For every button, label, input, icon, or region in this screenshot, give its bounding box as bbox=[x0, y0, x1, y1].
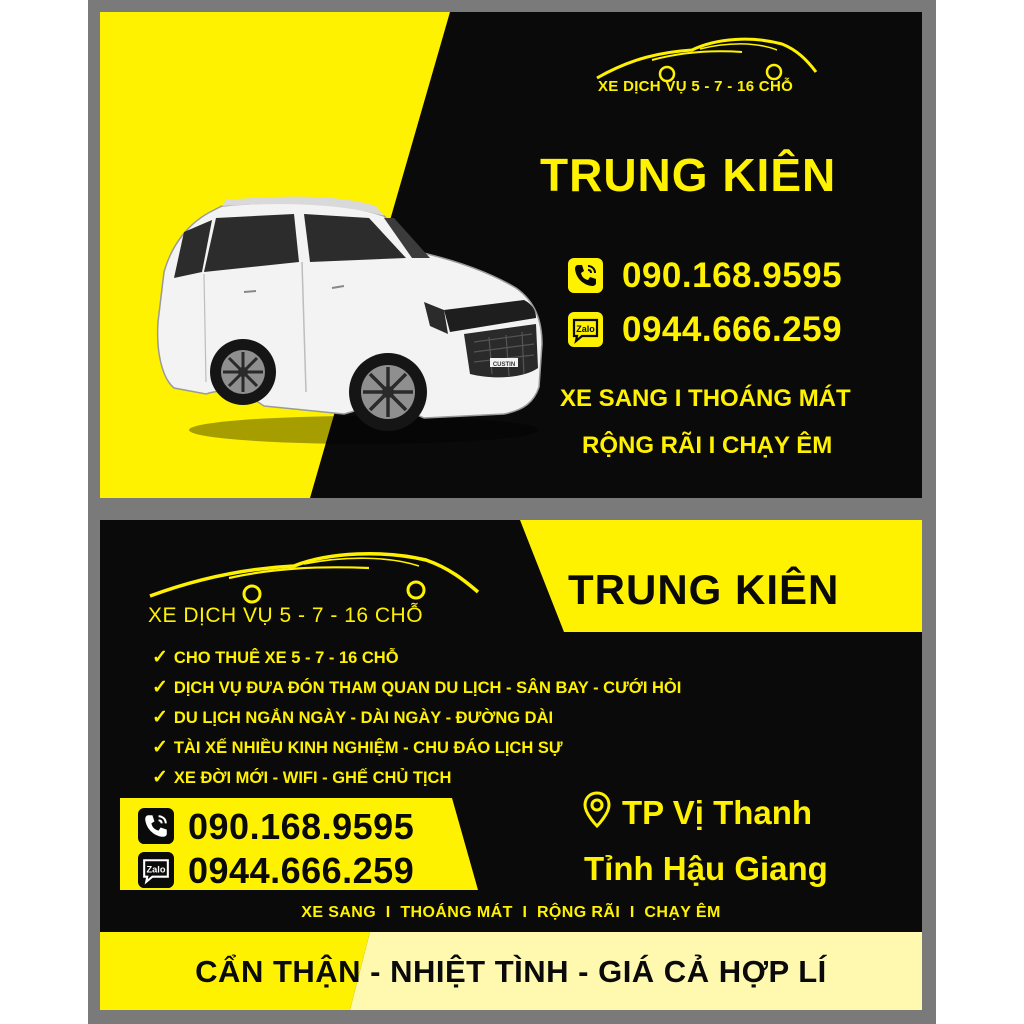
feature-item: ✓ XE ĐỜI MỚI - WIFI - GHẾ CHỦ TỊCH bbox=[152, 767, 452, 788]
slogan-strip: XE SANG I THOÁNG MÁT I RỘNG RÃI I CHẠY ÊM bbox=[301, 904, 721, 921]
check-icon: ✓ bbox=[152, 647, 168, 668]
zalo-label: Zalo bbox=[576, 324, 595, 334]
phone-number-1[interactable]: 090.168.9595 bbox=[188, 806, 415, 847]
location-pin-icon bbox=[582, 790, 612, 830]
check-icon: ✓ bbox=[152, 677, 168, 698]
bottom-tagline: CẨN THẬN - NHIỆT TÌNH - GIÁ CẢ HỢP LÍ bbox=[195, 954, 827, 989]
feature-item: ✓ TÀI XẾ NHIỀU KINH NGHIỆM - CHU ĐÁO LỊCH SỰ bbox=[152, 737, 563, 758]
slogan-line-1: XE SANG I THOÁNG MÁT bbox=[560, 385, 851, 412]
slogan-line-2: RỘNG RÃI I CHẠY ÊM bbox=[582, 432, 833, 459]
check-icon: ✓ bbox=[152, 737, 168, 758]
car-silhouette-logo bbox=[592, 30, 822, 85]
zalo-label: Zalo bbox=[146, 864, 166, 875]
feature-item: ✓ DU LỊCH NGẮN NGÀY - DÀI NGÀY - ĐƯỜNG DÀI bbox=[152, 707, 554, 728]
owner-name: TRUNG KIÊN bbox=[540, 149, 837, 201]
feature-item: ✓ DỊCH VỤ ĐƯA ĐÓN THAM QUAN DU LỊCH - SÂN BAY - CƯỚI HỎI bbox=[152, 677, 682, 698]
feature-item: ✓ CHO THUÊ XE 5 - 7 - 16 CHỖ bbox=[152, 647, 399, 668]
car-image bbox=[144, 192, 554, 452]
address-city: TP Vị Thanh bbox=[622, 794, 813, 831]
service-title: XE DỊCH VỤ 5 - 7 - 16 CHỖ bbox=[148, 604, 424, 627]
business-card-back bbox=[100, 520, 922, 1010]
service-title: XE DỊCH VỤ 5 - 7 - 16 CHỖ bbox=[598, 78, 794, 95]
zalo-icon bbox=[138, 852, 174, 888]
check-icon: ✓ bbox=[152, 767, 168, 788]
phone-icon bbox=[568, 258, 603, 293]
zalo-icon bbox=[568, 312, 603, 347]
car-badge: CUSTIN bbox=[492, 362, 516, 368]
phone-number-2[interactable]: 0944.666.259 bbox=[622, 310, 843, 349]
phone-icon bbox=[138, 808, 174, 844]
business-card-front bbox=[100, 12, 922, 498]
phone-number-2[interactable]: 0944.666.259 bbox=[188, 850, 415, 891]
check-icon: ✓ bbox=[152, 707, 168, 728]
phone-number-1[interactable]: 090.168.9595 bbox=[622, 256, 843, 295]
address-province: Tỉnh Hậu Giang bbox=[584, 850, 828, 887]
car-silhouette-logo bbox=[144, 544, 484, 604]
owner-name: TRUNG KIÊN bbox=[568, 566, 840, 613]
